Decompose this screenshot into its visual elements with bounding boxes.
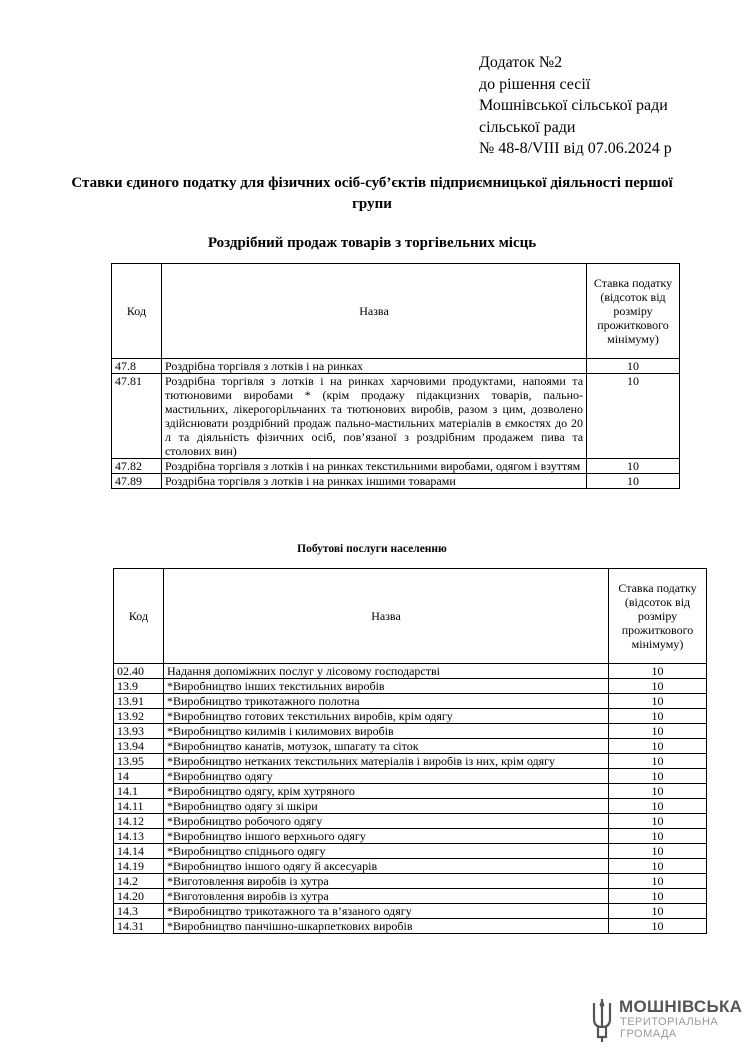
cell-code: 13.91 (114, 694, 164, 709)
cell-rate: 10 (609, 784, 707, 799)
cell-name: *Виробництво одягу, крім хутряного (163, 784, 608, 799)
cell-name: Роздрібна торгівля з лотків і на ринках текстильними виробами, одягом і взуттям (161, 459, 586, 474)
cell-code: 14.19 (114, 859, 164, 874)
cell-code: 14.14 (114, 844, 164, 859)
column-header-code: Код (114, 569, 164, 664)
appendix-line: № 48-8/VIII від 07.06.2024 р (479, 140, 672, 157)
cell-name: Роздрібна торгівля з лотків і на ринках харчовими продуктами, напоями та тютюновими виробами * (крім продажу підакцизних товарів, пально-мастильних, лікерогорільчаних та тютюнових виробів, разом з цим, дозволено здійснювати роздрібний продаж пально-мастильних матеріалів в ємкостях до 20 л та діяльність фізичних осіб, пов’язаної з роздрібним продажем пива та столових вин) (161, 374, 586, 459)
cell-code: 14 (114, 769, 164, 784)
cell-name: *Виробництво трикотажного полотна (163, 694, 608, 709)
cell-rate: 10 (609, 829, 707, 844)
cell-rate: 10 (609, 694, 707, 709)
cell-name: Надання допоміжних послуг у лісовому господарстві (163, 664, 608, 679)
table-row (112, 374, 680, 459)
cell-rate: 10 (609, 844, 707, 859)
table-row (114, 709, 707, 724)
table-row (114, 904, 707, 919)
cell-rate: 10 (609, 904, 707, 919)
cell-name: *Виробництво канатів, мотузок, шпагату та сіток (163, 739, 608, 754)
cell-name: *Виробництво килимів і килимових виробів (163, 724, 608, 739)
cell-name: *Виробництво одягу (163, 769, 608, 784)
cell-code: 14.12 (114, 814, 164, 829)
cell-code: 47.82 (112, 459, 162, 474)
table-row (112, 459, 680, 474)
cell-rate: 10 (609, 754, 707, 769)
table-row (114, 784, 707, 799)
table-row (114, 859, 707, 874)
table-row (114, 679, 707, 694)
cell-rate: 10 (609, 679, 707, 694)
cell-name: *Виробництво іншого одягу й аксесуарів (163, 859, 608, 874)
cell-code: 13.94 (114, 739, 164, 754)
cell-name: *Виробництво інших текстильних виробів (163, 679, 608, 694)
cell-rate: 10 (587, 459, 680, 474)
column-header-code: Код (112, 264, 162, 359)
column-header-rate: Ставка податку (відсоток від розміру прожиткового мінімуму) (587, 264, 680, 359)
cell-name: *Виготовлення виробів із хутра (163, 889, 608, 904)
cell-name: *Виробництво робочого одягу (163, 814, 608, 829)
appendix-line: Мошнівської сільської ради (479, 97, 668, 114)
cell-rate: 10 (587, 374, 680, 459)
cell-rate: 10 (609, 919, 707, 934)
logo-line3: ГРОМАДА (620, 1028, 677, 1040)
cell-rate: 10 (609, 859, 707, 874)
cell-code: 14.13 (114, 829, 164, 844)
logo-line1: МОШНІВСЬКА (619, 997, 743, 1016)
table-row (114, 919, 707, 934)
cell-rate: 10 (609, 664, 707, 679)
cell-rate: 10 (609, 874, 707, 889)
cell-name: *Виробництво панчішно-шкарпеткових виробів (163, 919, 608, 934)
cell-rate: 10 (609, 799, 707, 814)
cell-code: 02.40 (114, 664, 164, 679)
cell-name: *Виробництво нетканих текстильних матеріалів і виробів із них, крім одягу (163, 754, 608, 769)
cell-code: 47.8 (112, 359, 162, 374)
appendix-line: до рішення сесії (479, 75, 591, 93)
cell-name: Роздрібна торгівля з лотків і на ринках (161, 359, 586, 374)
cell-code: 47.89 (112, 474, 162, 489)
table-row (114, 754, 707, 769)
appendix-line: сільської ради (479, 118, 576, 136)
cell-name: *Виробництво готових текстильних виробів, крім одягу (163, 709, 608, 724)
appendix-line: Додаток №2 (479, 54, 563, 71)
column-header-name: Назва (163, 569, 608, 664)
cell-rate: 10 (609, 739, 707, 754)
cell-code: 14.20 (114, 889, 164, 904)
cell-name: *Виробництво одягу зі шкіри (163, 799, 608, 814)
column-header-name: Назва (161, 264, 586, 359)
table-row (114, 739, 707, 754)
cell-code: 14.11 (114, 799, 164, 814)
cell-name: *Виробництво іншого верхнього одягу (163, 829, 608, 844)
cell-name: Роздрібна торгівля з лотків і на ринках іншими товарами (161, 474, 586, 489)
cell-code: 13.95 (114, 754, 164, 769)
document-title: Ставки єдиного податку для фізичних осіб-суб’єктів підприємницької діяльності першої групи (71, 175, 673, 212)
cell-code: 13.93 (114, 724, 164, 739)
cell-name: *Виробництво трикотажного та в’язаного одягу (163, 904, 608, 919)
table-row (114, 724, 707, 739)
cell-rate: 10 (587, 474, 680, 489)
cell-rate: 10 (587, 359, 680, 374)
table-row (112, 474, 680, 489)
section2-heading: Побутові послуги населенню (297, 543, 447, 555)
cell-code: 14.2 (114, 874, 164, 889)
retail-rates-table (111, 263, 680, 489)
logo-line2: ТЕРИТОРІАЛЬНА (620, 1016, 719, 1028)
cell-code: 13.92 (114, 709, 164, 724)
table-row (114, 829, 707, 844)
cell-rate: 10 (609, 769, 707, 784)
cell-rate: 10 (609, 724, 707, 739)
table-row (114, 769, 707, 784)
column-header-rate: Ставка податку (відсоток від розміру прожиткового мінімуму) (609, 569, 707, 664)
table-row (114, 694, 707, 709)
table-row (114, 874, 707, 889)
cell-rate: 10 (609, 709, 707, 724)
table-row (114, 844, 707, 859)
cell-code: 13.9 (114, 679, 164, 694)
section1-heading: Роздрібний продаж товарів з торгівельних місць (207, 235, 537, 251)
household-services-table (113, 568, 707, 934)
cell-name: *Виготовлення виробів із хутра (163, 874, 608, 889)
table-row (112, 359, 680, 374)
cell-code: 14.1 (114, 784, 164, 799)
cell-code: 14.31 (114, 919, 164, 934)
cell-code: 14.3 (114, 904, 164, 919)
cell-code: 47.81 (112, 374, 162, 459)
table-header-row (114, 569, 707, 664)
appendix-block (479, 52, 672, 160)
table-row (114, 889, 707, 904)
cell-name: *Виробництво спіднього одягу (163, 844, 608, 859)
cell-rate: 10 (609, 889, 707, 904)
table-row (114, 664, 707, 679)
community-logo (588, 997, 743, 1045)
table-row (114, 799, 707, 814)
table-header-row (112, 264, 680, 359)
trident-icon (588, 997, 616, 1043)
table-row (114, 814, 707, 829)
cell-rate: 10 (609, 814, 707, 829)
